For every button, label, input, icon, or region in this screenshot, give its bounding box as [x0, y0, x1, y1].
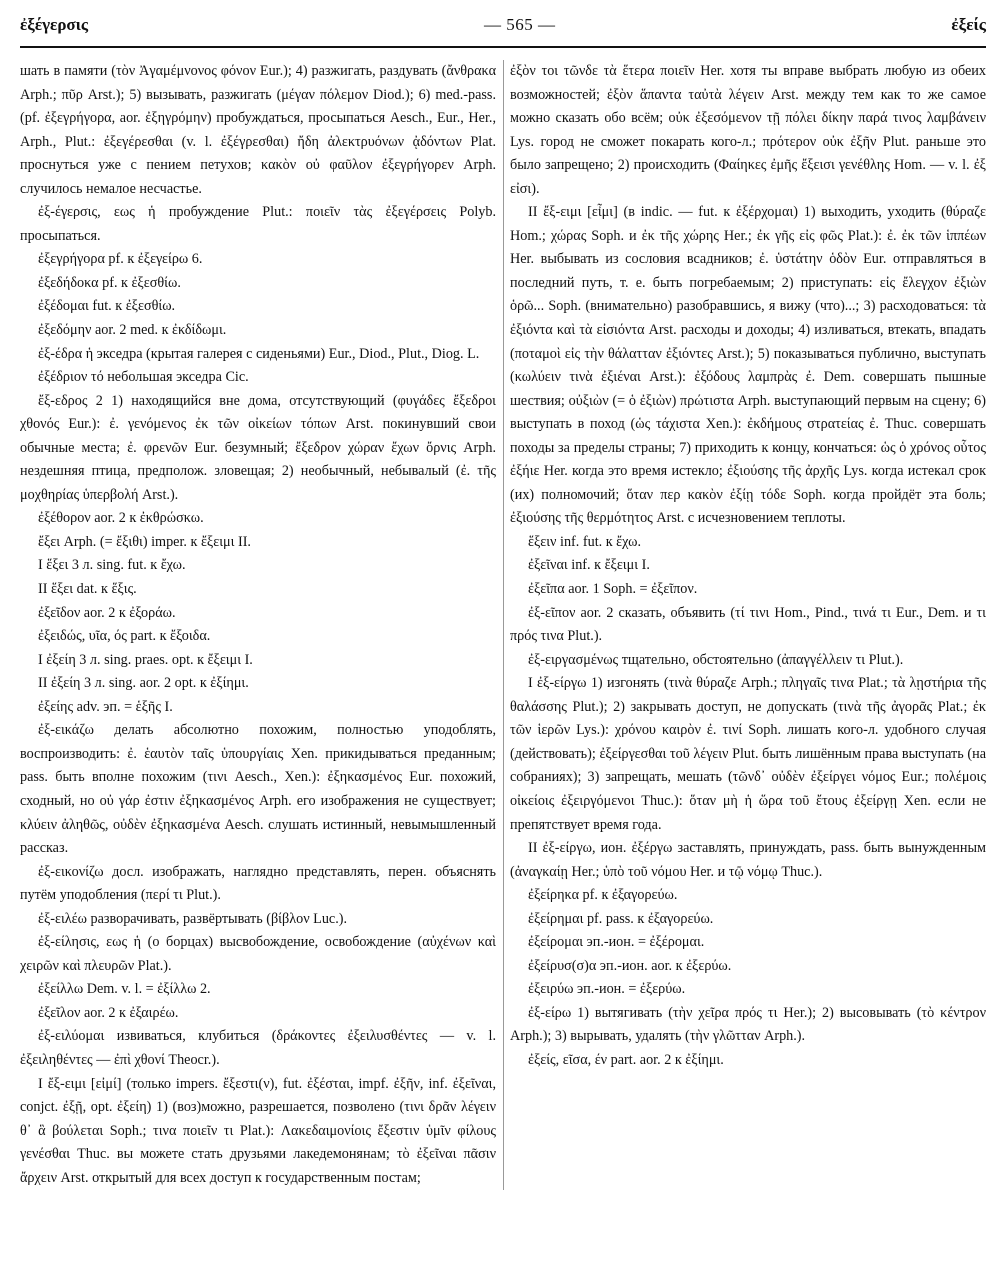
dictionary-entry: ἐξείης adv. эп. = ἑξῆς I.	[38, 698, 173, 715]
page-number: — 565 —	[484, 15, 556, 34]
column-divider	[503, 60, 504, 1190]
dictionary-entry: ἐξ-εῖπον aor. 2 сказать, объявить (τί τινι Hom., Pind., τινά τι Eur., Dem. и τι πρός τινα Plut.).	[510, 604, 986, 645]
dictionary-entry: ἐξέδριον τό небольшая экседра Cic.	[38, 369, 249, 386]
dictionary-entry: ἐξ-έγερσις, εως ἡ пробуждение Plut.: ποιεῖν τὰς ἐξεγέρσεις Polyb. просыпаться.	[20, 204, 496, 244]
dictionary-entry: I ἐξ-είργω 1) изгонять (τινὰ θύραζε Arph.; πληγαῖς τινα Plat.; τὰ λῃστήρια τῆς θαλάσσης Plut.); 2) закрывать доступ, не допускать (τινὰ τῆς ἀγορᾶς Plat.; ἐκ τῶν ἱερῶν Lys.): χρόνου καιρὸν ἐ. τινί Soph. лишать кого-л. удобного случая (действовать); ἐξείργεσθαι τοῦ λέγειν Plut. быть лишённым права выступать (на собраниях); 3) запрещать, мешать (τῶνδ᾽ οὐδὲν ἐξείργει νόμος Eur.; πολέμοις οἰκείοις ἐξειργόμενοι Thuc.): ὅταν μὴ ἡ ὥρα τοῦ ἔτους ἐξείργῃ Xen. если не препятствует время года.	[510, 675, 986, 833]
dictionary-entry: II ἕξει dat. к ἕξις.	[38, 581, 137, 598]
dictionary-entry: ἐξείς, εῖσα, έν part. aor. 2 к ἐξίημι.	[528, 1051, 724, 1068]
header-rule	[20, 46, 986, 48]
dictionary-entry: шать в памяти (τὸν Ἀγαμέμνονος φόνον Eur.); 4) разжигать, раздувать (ἄνθρακα Arph.; πῦρ Arst.); 5) вызывать, разжигать (μέγαν πόλεμον Diod.); 6) med.-pass. (pf. ἐξεγρήγορα, aor. ἐξηγρόμην) пробуждаться, просыпаться Aesch., Eur., Her., Arph., Plut.: ἐξεγέρεσθαι (v. l. ἐξέγρεσθαι) ἤδη ἀλεκτρυόνων ᾀδόντων Plat. проснуться уже с пением петухов; κακὸν οὐ φαῦλον ἐξεγρήγορεν Arph. случилось немалое несчастье.	[20, 63, 496, 197]
dictionary-entry: ἐξ-εικονίζω досл. изображать, наглядно представлять, перен. объяснять путём уподобления (περί τι Plut.).	[20, 863, 496, 904]
two-column-body	[20, 60, 986, 1190]
dictionary-entry: II ἐξ-είργω, ион. ἐξέργω заставлять, принуждать, pass. быть вынужденным (ἀναγκαίῃ Her.; ὑπὸ τοῦ νόμου Her. и τῷ νόμῳ Thuc.).	[510, 840, 986, 880]
dictionary-entry: ἐξέδομαι fut. к ἐξεσθίω.	[38, 298, 176, 315]
dictionary-entry: ἐξεδόμην aor. 2 med. к ἐκδίδωμι.	[38, 322, 227, 339]
dictionary-entry: ἐξεῖδον aor. 2 к ἐξοράω.	[38, 604, 176, 621]
dictionary-entry: ἕξειν inf. fut. к ἔχω.	[528, 533, 641, 550]
dictionary-entry: ἐξείλλω Dem. v. l. = ἐξίλλω 2.	[38, 981, 211, 998]
dictionary-entry: ἐξ-ειλέω разворачивать, развёртывать (βίβλον Luc.).	[38, 910, 348, 927]
dictionary-entry: I ἐξείη 3 л. sing. praes. opt. к ἔξειμι I.	[38, 651, 253, 668]
header-left-word: ἐξέγερσις	[20, 15, 89, 34]
right-column	[510, 60, 986, 1073]
dictionary-entry: ἐξείρηκα pf. к ἐξαγορεύω.	[528, 887, 678, 904]
dictionary-entry: ἐξεῖπα aor. 1 Soph. = ἐξεῖπον.	[528, 581, 698, 598]
dictionary-entry: ἐξεγρήγορα pf. к ἐξεγείρω 6.	[38, 251, 203, 268]
running-head	[20, 14, 986, 38]
dictionary-entry: ἔξει Arph. (= ἔξιθι) imper. к ἔξειμι II.	[38, 533, 251, 550]
dictionary-entry: ἐξειρύω эп.-ион. = ἐξερύω.	[528, 981, 686, 998]
dictionary-entry: I ἕξει 3 л. sing. fut. к ἔχω.	[38, 557, 186, 574]
dictionary-entry: ἐξ-έδρα ἡ экседра (крытая галерея с сиденьями) Eur., Diod., Plut., Diog. L.	[38, 345, 480, 362]
dictionary-entry: I ἔξ-ειμι [εἰμί] (только impers. ἔξεστι(ν), fut. ἐξέσται, impf. ἐξῆν, inf. ἐξεῖναι, conjct. ἐξῇ, opt. ἐξείη) 1) (воз)можно, разрешается, позволено (τινι δρᾶν λέγειν θ᾽ ἃ βούλεται Soph.; τινα ποιεῖν τι Plat.): Λακεδαιμονίοις ἔξεστιν ὑμῖν φίλους γενέσθαι Thuc. вы можете стать друзьями лакедемонянам; τὸ ἐξεῖναι πᾶσιν ἄρχειν Arst. открытый для всех доступ к государственным постам;	[20, 1075, 496, 1186]
dictionary-entry: ἐξ-εικάζω делать абсолютно похожим, полностью уподоблять, воспроизводить: ἐ. ἑαυτὸν ταῖς ὑπουργίαις Xen. прикидываться преданным; pass. быть вполне похожим (τινι Aesch., Xen.): ἐξηκασμένος Eur. похожий, сходный, но οὐ γάρ ἐστιν ἐξηκασμένος Arph. его изображения не существует; κλύειν ἀληθῶς, οὐδὲν ἐξηκασμένα Aesch. слушать истинный, невымышленный рассказ.	[20, 722, 496, 857]
dictionary-entry: II ἔξ-ειμι [εἶμι] (в indic. — fut. к ἐξέρχομαι) 1) выходить, уходить (θύραζε Hom.; χώρας Soph. и ἐκ τῆς χώρης Her.; ἐκ γῆς εἰς φῶς Plat.): ἐ. ἐκ τῶν ἱππέων Her. выбывать из сословия всадников; ἐ. ὑστάτην ὁδὸν Eur. отправляться в последний путь, т. е. быть погребаемым; 2) приступать: εἰς ἔλεγχον ἐξιὼν ὁρῶ... Soph. (внимательно) разобравшись, я вижу (что)...; 3) расходоваться: τὰ ἐξιόντα καὶ τὰ εἰσιόντα Arst. расходы и доходы; 4) изливаться, втекать, впадать (ποταμοὶ εἰς τὴν θάλατταν ἐξιόντες Arst.); 5) показываться публично, выступать (κωλύειν τινὰ ἐξιέναι Arst.): ἐξόδους λαμπρὰς ἐ. Dem. совершать пышные шествия; οὐξιὼν (= ὁ ἐξιὼν) πρώτιστα Arph. выступающий первым на сцену; 6) выступать в поход (ὡς τάχιστα Xen.): ἐκδήμους στρατείας ἐ. Thuc. совершать походы за пределы страны; 7) приходить к концу, кончаться: ὡς ὁ χρόνος οὗτος ἐξήιε Her. когда это время истекло; ἐξιούσης τῆς ἀρχῆς Lys. когда истекал срок (их) полномочий; ὅταν περ κακὸν ἐξίῃ τόδε Soph. когда пройдёт эта боль; ἐξιούσης τῆς θερμότητος Arst. с исчезновением теплоты.	[510, 204, 986, 527]
dictionary-entry: ἐξ-είλησις, εως ἡ (о борцах) высвобождение, освобождение (αὐχένων καὶ χειρῶν καὶ πλευρῶν Plat.).	[20, 934, 496, 974]
dictionary-entry: ἐξείρυσ(σ)α эп.-ион. aor. к ἐξερύω.	[528, 957, 732, 974]
dictionary-entry: ἐξὸν τοι τῶνδε τὰ ἕτερα ποιεῖν Her. хотя ты вправе выбрать любую из обеих возможностей; ἐξὸν ἅπαντα ταὐτὰ λέγειν Arst. между тем как то же самое можно сказать обо всём; οὐκ ἐξεσόμενον τῇ πόλει δίκην παρά τινος λαμβάνειν Lys. город не сможет покарать кого-л.; πρότερον οὐκ ἐξῆν Plut. раньше это было запрещено; 2) происходить (Φαίηκες ἐμῆς ἔξεισι γενέθλης Hom. — v. l. ἐξ εἰσι).	[510, 63, 986, 197]
dictionary-entry: ἐξ-ειλύομαι извиваться, клубиться (δράκοντες ἐξειλυσθέντες — v. l. ἐξειληθέντες — ἐπὶ χθονί Theocr.).	[20, 1028, 496, 1068]
dictionary-entry: ἐξείρομαι эп.-ион. = ἐξέρομαι.	[528, 934, 705, 951]
dictionary-entry: ἐξ-ειργασμένως тщательно, обстоятельно (ἀπαγγέλλειν τι Plut.).	[528, 651, 904, 668]
dictionary-entry: ἐξ-είρω 1) вытягивать (τὴν χεῖρα πρός τι Her.); 2) высовывать (τὸ κέντρον Arph.); 3) вырывать, удалять (τὴν γλῶτταν Arph.).	[510, 1004, 986, 1045]
dictionary-entry: ἐξέθορον aor. 2 к ἐκθρώσκω.	[38, 510, 204, 527]
dictionary-entry: ἐξεῖναι inf. к ἔξειμι I.	[528, 557, 650, 574]
dictionary-entry: ἐξεῖλον aor. 2 к ἐξαιρέω.	[38, 1004, 179, 1021]
dictionary-entry: II ἐξείη 3 л. sing. aor. 2 opt. к ἐξίημι.	[38, 675, 249, 692]
dictionary-entry: ἔξ-εδρος 2 1) находящийся вне дома, отсутствующий (φυγάδες ἔξεδροι χθονός Eur.): ἐ. γενόμενος ἐκ τῶν οἰκείων τόπων Arst. покинувший свои обычные места; ἐ. φρενῶν Eur. безумный; ἔξεδρον χώραν ἔχων ὄρνις Arph. нездешняя птица, предполож. зловещая; 2) необычный, небывалый (ἐ. τῆς μοχθηρίας ὑπερβολή Arst.).	[20, 392, 496, 503]
dictionary-entry: ἐξειδώς, υῖα, ός part. к ἔξοιδα.	[38, 628, 211, 645]
left-column	[20, 60, 496, 1190]
header-right-word: ἐξείς	[951, 15, 986, 34]
dictionary-entry: ἐξείρημαι pf. pass. к ἐξαγορεύω.	[528, 910, 714, 927]
dictionary-entry: ἐξεδήδοκα pf. к ἐξεσθίω.	[38, 274, 181, 291]
